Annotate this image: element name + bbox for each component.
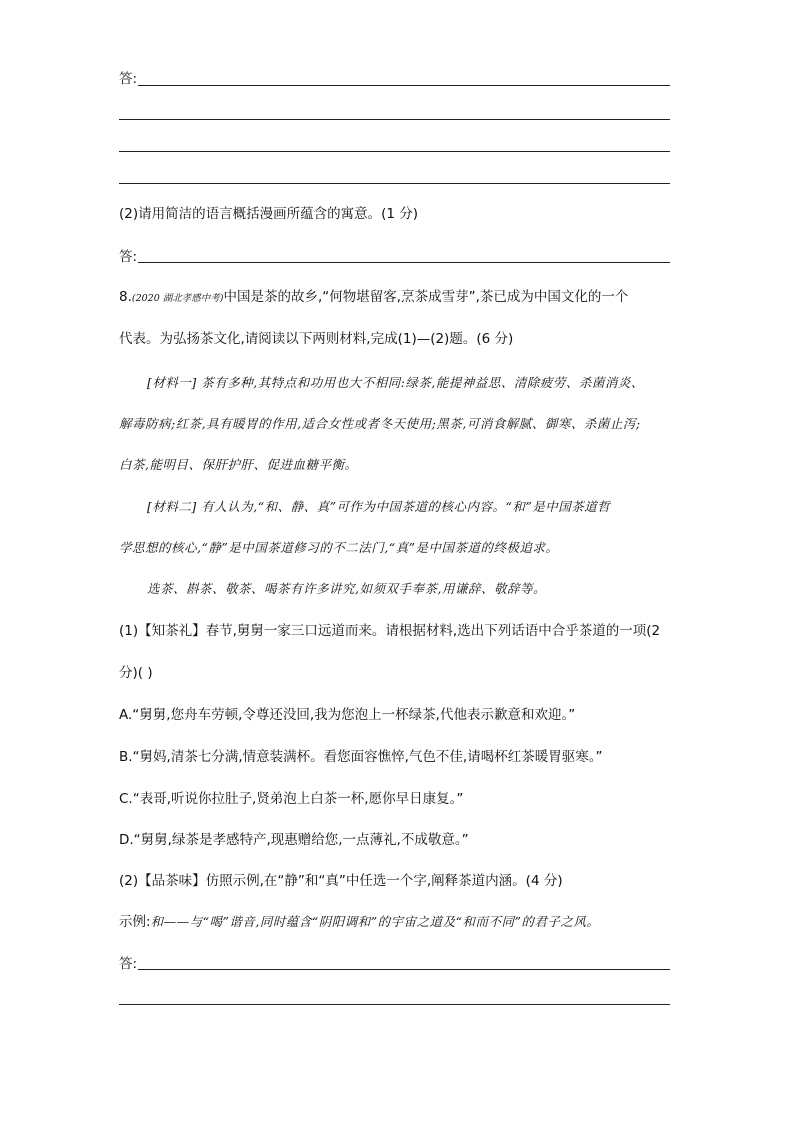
material1-line3: 白茶,能明目、保肝护肝、促进血糖平衡。 xyxy=(119,457,358,472)
material2-line2: 学思想的核心,“静”是中国茶道修习的不二法门,“真”是中国茶道的终极追求。 xyxy=(119,540,559,555)
question-number: 8. xyxy=(119,289,132,305)
option-a[interactable]: A.“舅舅,您舟车劳顿,令尊还没回,我为您泡上一杯绿茶,代他表示歉意和欢迎。” xyxy=(119,707,576,723)
question-2-line1: (2)【品茶味】仿照示例,在“静”和“真”中任选一个字,阐释茶道内涵。(4 分) xyxy=(119,873,563,889)
answer-line[interactable] xyxy=(119,119,670,120)
answer-line[interactable] xyxy=(119,151,670,152)
example-label: 示例: xyxy=(119,914,151,930)
question-8-line2: 代表。为弘扬茶文化,请阅读以下两则材料,完成(1)—(2)题。(6 分) xyxy=(119,331,514,347)
question-source: (2020 湖北孝感中考) xyxy=(131,293,224,304)
answer-label: 答: xyxy=(119,956,138,972)
answer-line[interactable] xyxy=(138,262,670,263)
question-text: 中国是茶的故乡,“何物堪留客,烹茶成雪芽”,茶已成为中国文化的一个 xyxy=(223,289,629,305)
question-2-example xyxy=(119,913,599,931)
answer-line[interactable] xyxy=(119,1004,670,1005)
question-8-line1 xyxy=(119,288,628,308)
answer-line[interactable] xyxy=(138,85,670,86)
option-c[interactable]: C.“表哥,听说你拉肚子,贤弟泡上白茶一杯,愿你早日康复。” xyxy=(119,791,464,807)
answer-line[interactable] xyxy=(119,183,670,184)
answer-label: 答: xyxy=(119,71,138,87)
question-1-line2: 分)( ) xyxy=(119,665,153,681)
answer-line[interactable] xyxy=(138,969,670,970)
question-1-line1: (1)【知茶礼】春节,舅舅一家三口远道而来。请根据材料,选出下列话语中合乎茶道的一项(2 xyxy=(119,623,661,639)
option-d[interactable]: D.“舅舅,绿茶是孝感特产,现惠赠给您,一点薄礼,不成敬意。” xyxy=(119,832,469,848)
answer-label: 答: xyxy=(119,249,138,265)
material2-line1: [材料二] 有人认为,“和、静、真”可作为中国茶道的核心内容。“和”是中国茶道哲 xyxy=(147,499,611,514)
material1-line2: 解毒防病;红茶,具有暖胃的作用,适合女性或者冬天使用;黑茶,可消食解腻、御寒、杀菌止泻; xyxy=(119,416,641,431)
option-b[interactable]: B.“舅妈,清茶七分满,情意装满杯。看您面容憔悴,气色不佳,请喝杯红茶暖胃驱寒。” xyxy=(119,749,603,765)
material1-line1: [材料一] 茶有多种,其特点和功用也大不相同:绿茶,能提神益思、清除疲劳、杀菌消炎、 xyxy=(147,375,644,390)
material2-line3: 选茶、斟茶、敬茶、喝茶有许多讲究,如须双手奉茶,用谦辞、敬辞等。 xyxy=(147,581,546,596)
example-text: 和——与“喝”谐音,同时蕴含“阴阳调和”的宇宙之道及“和而不同”的君子之风。 xyxy=(150,914,600,929)
question-sub2: (2)请用简洁的语言概括漫画所蕴含的寓意。(1 分) xyxy=(119,206,419,222)
